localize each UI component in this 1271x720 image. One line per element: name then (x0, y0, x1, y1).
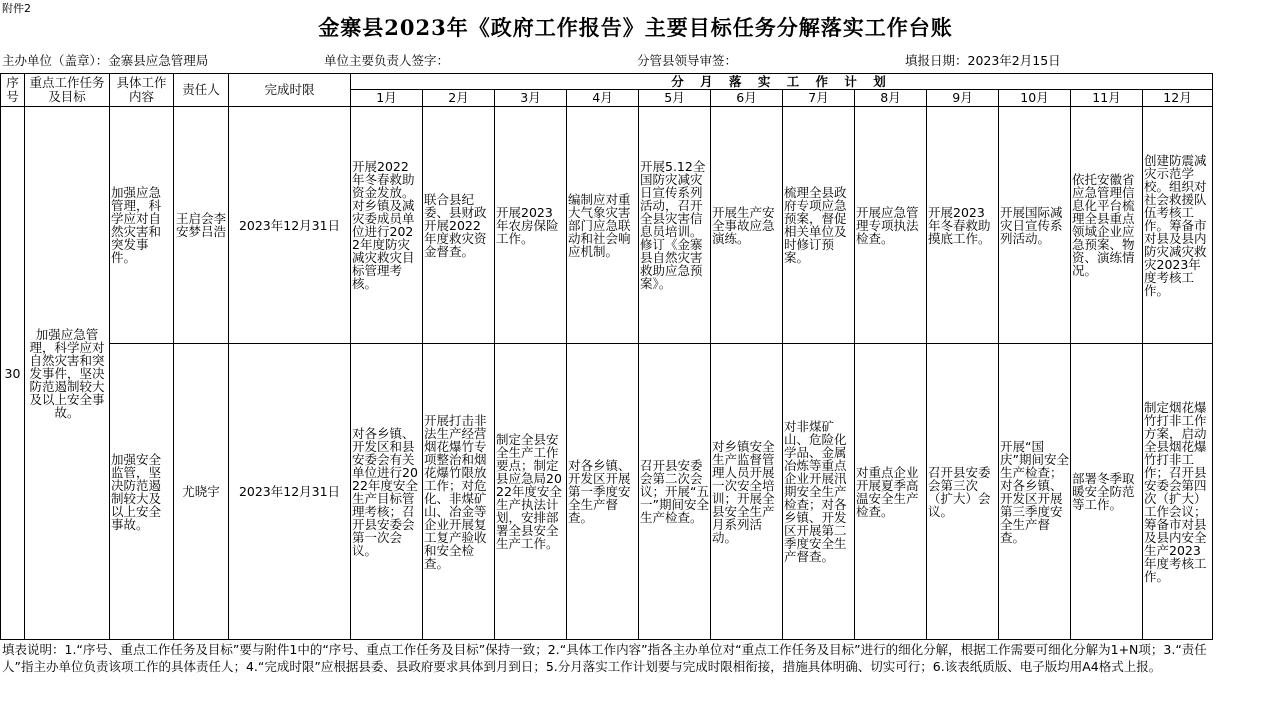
deadline-cell: 2023年12月31日 (229, 344, 351, 640)
attachment-label: 附件2 (2, 2, 31, 15)
header-month: 4月 (567, 90, 639, 107)
fill-instructions: 填表说明：1.“序号、重点工作任务及目标”要与附件1中的“序号、重点工作任务及目标”保持一致；2.“具体工作内容”指各主办单位对“重点工作任务及目标”进行的细化分解，根据工作需要可细化分解为1+N项；3.“责任人”指主办单位负责该项工作的具体责任人；4.“完成时限”应根据县委、县政府要求具体到月到日；5.分月落实工作计划要与完成时限相衔接，措施具体明确、切实可行；6.该表纸质版、电子版均用A4格式上报。 (2, 642, 1207, 674)
header-person: 责任人 (174, 74, 229, 107)
month-cell: 开展2022年冬春救助资金发放。对乡镇及减灾委成员单位进行2022年度防灾减灾救灾目标管理考核。 (351, 107, 423, 344)
month-cell: 对非煤矿山、危险化学品、金属冶炼等重点企业开展汛期安全生产检查；对各乡镇、开发区开展第二季度安全生产督查。 (783, 344, 855, 640)
header-seq: 序号 (1, 74, 25, 107)
month-cell: 对各乡镇、开发区开展第一季度安全生产督查。 (567, 344, 639, 640)
header-content: 具体工作内容 (110, 74, 174, 107)
month-cell: 开展2023年冬春救助摸底工作。 (927, 107, 999, 344)
header-month: 2月 (423, 90, 495, 107)
month-cell: 召开县安委会第三次（扩大）会议。 (927, 344, 999, 640)
header-month: 1月 (351, 90, 423, 107)
month-cell: 召开县安委会第二次会议；开展“五一”期间安全生产检查。 (639, 344, 711, 640)
header-month: 9月 (927, 90, 999, 107)
month-cell: 对重点企业开展夏季高温安全生产检查。 (855, 344, 927, 640)
table-row (1, 344, 1213, 640)
table-row (1, 107, 1213, 344)
month-cell: 部署冬季取暖安全防范等工作。 (1071, 344, 1143, 640)
month-cell: 开展生产安全事故应急演练。 (711, 107, 783, 344)
content-cell: 加强安全监管，坚决防范遏制较大及以上安全事故。 (110, 344, 174, 640)
month-cell: 制定烟花爆竹打非工作方案，启动全县烟花爆竹打非工作；召开县安委会第四次（扩大）工作会议；筹备市对县及县内安全生产2023年度考核工作。 (1143, 344, 1213, 640)
content-cell: 加强应急管理，科学应对自然灾害和突发事件。 (110, 107, 174, 344)
month-cell: 开展2023年农房保险工作。 (495, 107, 567, 344)
header-month: 7月 (783, 90, 855, 107)
header-month: 11月 (1071, 90, 1143, 107)
month-cell: 制定全县安全生产工作要点；制定县应急局2022年度安全生产执法计划，安排部署全县安全生产工作。 (495, 344, 567, 640)
header-month: 10月 (999, 90, 1071, 107)
page-title: 金寨县2023年《政府工作报告》主要目标任务分解落实工作台账 (318, 15, 953, 40)
deadline-cell: 2023年12月31日 (229, 107, 351, 344)
month-cell: 对各乡镇、开发区和县安委会有关单位进行2022年度安全生产目标管理考核；召开县安委会第一次会议。 (351, 344, 423, 640)
task-cell: 加强应急管理，科学应对自然灾害和突发事件，坚决防范遏制较大及以上安全事故。 (25, 107, 110, 640)
month-cell: 开展应急管理专项执法检查。 (855, 107, 927, 344)
month-cell: 编制应对重大气象灾害部门应急联动和社会响应机制。 (567, 107, 639, 344)
month-cell: 依托安徽省应急管理信息化平台梳理全县重点领域企业应急预案、物资、演练情况。 (1071, 107, 1143, 344)
month-cell: 开展打击非法生产经营烟花爆竹专项整治和烟花爆竹限放工作；对危化、非煤矿山、冶金等企业开展复工复产验收和安全检查。 (423, 344, 495, 640)
person-cell: 尤晓宇 (174, 344, 229, 640)
header-monthly-plan: 分 月 落 实 工 作 计 划 (351, 74, 1213, 90)
month-cell: 梳理全县政府专项应急预案，督促相关单位及时修订预案。 (783, 107, 855, 344)
month-cell: 开展“国庆”期间安全生产检查；对各乡镇、开发区开展第三季度安全生产督查。 (999, 344, 1071, 640)
leader-signature: 单位主要负责人签字： (324, 53, 450, 68)
person-cell: 王启会李安梦吕浩 (174, 107, 229, 344)
header-month: 8月 (855, 90, 927, 107)
month-cell: 开展国际减灾日宣传系列活动。 (999, 107, 1071, 344)
month-cell: 对乡镇安全生产监督管理人员开展一次安全培训；开展全县安全生产月系列活动。 (711, 344, 783, 640)
host-unit: 主办单位（盖章）：金寨县应急管理局 (2, 53, 209, 68)
month-cell: 开展5.12全国防灾减灾日宣传系列活动，召开全县灾害信息员培训。修订《金寨县自然灾害救助应急预案》。 (639, 107, 711, 344)
fill-date: 填报日期：2023年2月15日 (905, 53, 1061, 68)
seq-cell: 30 (1, 107, 25, 640)
header-month: 3月 (495, 90, 567, 107)
month-cell: 创建防震减灾示范学校。组织对社会救援队伍考核工作。筹备市对县及县内防灾减灾救灾2023年度考核工作。 (1143, 107, 1213, 344)
header-deadline: 完成时限 (229, 74, 351, 107)
task-ledger-table (0, 73, 1213, 640)
header-month: 5月 (639, 90, 711, 107)
header-month: 6月 (711, 90, 783, 107)
month-cell: 联合县纪委、县财政开展2022年度救灾资金督查。 (423, 107, 495, 344)
county-leader-signature: 分管县领导审签： (637, 53, 738, 68)
header-task: 重点工作任务及目标 (25, 74, 110, 107)
header-month: 12月 (1143, 90, 1213, 107)
